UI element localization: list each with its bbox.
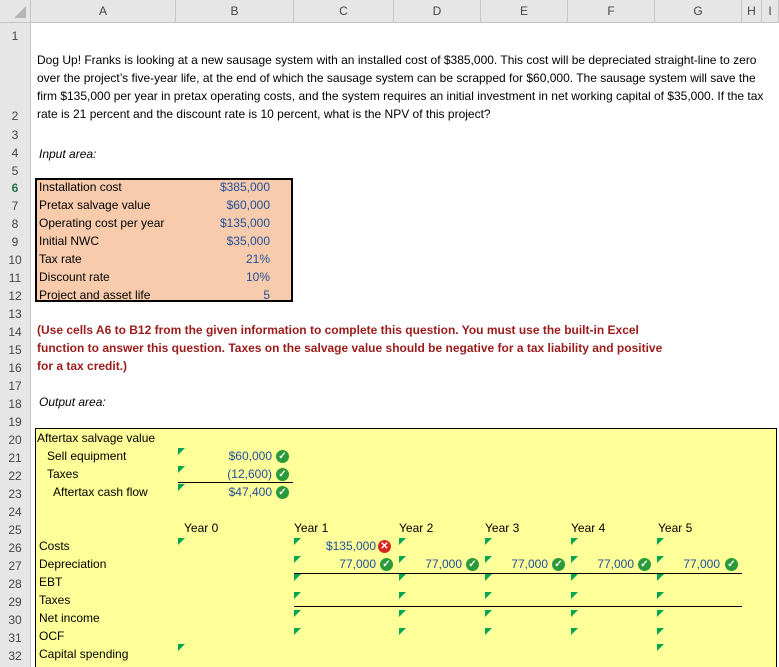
problem-line: over the project’s five-year life, at the end of which the sausage system can be scrapped for $60,000. The sausage system will save the [37, 71, 756, 85]
comment-flag-icon[interactable] [485, 574, 492, 581]
row-header[interactable]: 23 [8, 487, 22, 501]
column-header-b[interactable]: B [176, 0, 294, 22]
check-circle-icon: ✓ [276, 450, 289, 463]
year-header-1[interactable]: Year 1 [294, 521, 329, 535]
comment-flag-icon[interactable] [657, 538, 664, 545]
row-header[interactable]: 11 [8, 271, 22, 285]
select-all-corner[interactable] [0, 0, 31, 22]
input-value-operating-cost[interactable]: $135,000 [219, 216, 270, 230]
problem-line: Dog Up! Franks is looking at a new sausage system with an installed cost of $385,000. This cost will be depreciated straight-line to zero [37, 53, 757, 67]
check-circle-icon: ✓ [725, 558, 738, 571]
year-header-4[interactable]: Year 4 [571, 521, 606, 535]
comment-flag-icon[interactable] [399, 610, 406, 617]
comment-flag-icon[interactable] [294, 592, 301, 599]
aftertax-cash-flow-label[interactable]: Aftertax cash flow [53, 485, 148, 499]
depreciation-year-2[interactable]: 77,000 [425, 557, 462, 571]
check-circle-icon: ✓ [276, 468, 289, 481]
row-header[interactable]: 25 [8, 523, 22, 537]
comment-flag-icon[interactable] [399, 592, 406, 599]
costs-year-1-value[interactable]: $135,000 [325, 539, 376, 553]
aftertax-salvage-title[interactable]: Aftertax salvage value [37, 431, 156, 445]
column-header-h[interactable]: H [742, 0, 762, 22]
comment-flag-icon[interactable] [657, 644, 664, 651]
check-circle-icon: ✓ [552, 558, 565, 571]
row-header[interactable]: 2 [11, 109, 19, 123]
comment-flag-icon[interactable] [571, 538, 578, 545]
row-header[interactable]: 26 [8, 541, 22, 555]
row-header[interactable]: 5 [11, 164, 19, 178]
input-label-tax-rate[interactable]: Tax rate [39, 252, 82, 266]
column-header-d[interactable]: D [394, 0, 481, 22]
check-circle-icon: ✓ [638, 558, 651, 571]
input-label-installation-cost[interactable]: Installation cost [39, 180, 122, 194]
subtotal-underline [178, 482, 293, 483]
row-header[interactable]: 9 [11, 235, 19, 249]
x-circle-icon: ✕ [378, 540, 391, 553]
column-header-c[interactable]: C [294, 0, 394, 22]
instruction-line[interactable]: (Use cells A6 to B12 from the given information to complete this question. You must use the built-in Excel [37, 323, 639, 337]
input-value-initial-nwc[interactable]: $35,000 [226, 234, 270, 248]
row-header[interactable]: 22 [8, 469, 22, 483]
comment-flag-icon[interactable] [657, 574, 664, 581]
comment-flag-icon[interactable] [657, 610, 664, 617]
row-header[interactable]: 17 [8, 379, 22, 393]
depreciation-year-5[interactable]: 77,000 [683, 557, 720, 571]
comment-flag-icon[interactable] [657, 592, 664, 599]
instruction-line[interactable]: function to answer this question. Taxes on the salvage value should be negative for a tax liability and positive [37, 341, 663, 355]
comment-flag-icon[interactable] [485, 556, 492, 563]
line-item-ocf[interactable]: OCF [39, 629, 65, 643]
row-header[interactable]: 3 [11, 128, 19, 142]
row-header[interactable]: 21 [8, 451, 22, 465]
ebt-underline [294, 573, 742, 574]
net-income-underline [294, 606, 742, 607]
comment-flag-icon[interactable] [571, 592, 578, 599]
input-value-tax-rate[interactable]: 21% [245, 252, 270, 266]
depreciation-year-3[interactable]: 77,000 [511, 557, 548, 571]
row-header[interactable]: 12 [8, 289, 22, 303]
input-label-project-life[interactable]: Project and asset life [39, 288, 151, 302]
input-value-salvage-value[interactable]: $60,000 [226, 198, 270, 212]
column-header-e[interactable]: E [481, 0, 568, 22]
comment-flag-icon[interactable] [294, 574, 301, 581]
check-circle-icon: ✓ [466, 558, 479, 571]
row-header[interactable]: 28 [8, 577, 22, 591]
comment-flag-icon[interactable] [399, 538, 406, 545]
row-header[interactable]: 31 [8, 631, 22, 645]
row-header[interactable]: 16 [8, 361, 22, 375]
year-header-0[interactable]: Year 0 [184, 521, 219, 535]
input-value-installation-cost[interactable]: $385,000 [219, 180, 270, 194]
comment-flag-icon[interactable] [178, 448, 185, 455]
year-header-3[interactable]: Year 3 [485, 521, 520, 535]
taxes-value[interactable]: (12,600) [227, 467, 272, 481]
row-header[interactable]: 4 [11, 146, 19, 160]
row-header[interactable]: 19 [8, 415, 22, 429]
input-label-initial-nwc[interactable]: Initial NWC [39, 234, 100, 248]
row-header[interactable]: 15 [8, 343, 22, 357]
row-header[interactable]: 14 [8, 325, 22, 339]
check-circle-icon: ✓ [276, 486, 289, 499]
year-header-2[interactable]: Year 2 [399, 521, 434, 535]
input-label-salvage-value[interactable]: Pretax salvage value [39, 198, 151, 212]
input-value-project-life[interactable]: 5 [263, 288, 270, 302]
comment-flag-icon[interactable] [485, 610, 492, 617]
comment-flag-icon[interactable] [571, 628, 578, 635]
comment-flag-icon[interactable] [485, 628, 492, 635]
row-header[interactable]: 29 [8, 595, 22, 609]
aftertax-cash-flow-value[interactable]: $47,400 [228, 485, 272, 499]
comment-flag-icon[interactable] [294, 628, 301, 635]
sell-equipment-value[interactable]: $60,000 [228, 449, 272, 463]
row-header[interactable]: 7 [11, 199, 19, 213]
row-header[interactable]: 8 [11, 217, 19, 231]
comment-flag-icon[interactable] [571, 574, 578, 581]
input-label-discount-rate[interactable]: Discount rate [39, 270, 110, 284]
check-circle-icon: ✓ [380, 558, 393, 571]
column-header-bar [0, 0, 779, 23]
select-all-triangle-icon [14, 6, 26, 18]
input-area-label[interactable]: Input area: [39, 147, 97, 161]
line-item-capital-spending[interactable]: Capital spending [39, 647, 129, 661]
column-header-g[interactable]: G [655, 0, 742, 22]
line-item-depreciation[interactable]: Depreciation [39, 557, 107, 571]
comment-flag-icon[interactable] [178, 466, 185, 473]
comment-flag-icon[interactable] [399, 574, 406, 581]
column-header-a[interactable]: A [31, 0, 176, 22]
row-header-selected[interactable]: 6 [11, 181, 19, 195]
comment-flag-icon[interactable] [571, 610, 578, 617]
depreciation-year-4[interactable]: 77,000 [597, 557, 634, 571]
comment-flag-icon[interactable] [294, 538, 301, 545]
line-item-costs[interactable]: Costs [39, 539, 70, 553]
sell-equipment-label[interactable]: Sell equipment [47, 449, 127, 463]
comment-flag-icon[interactable] [485, 538, 492, 545]
output-area-box [35, 428, 777, 667]
comment-flag-icon[interactable] [571, 556, 578, 563]
depreciation-year-1[interactable]: 77,000 [339, 557, 376, 571]
column-header-i[interactable]: I [762, 0, 779, 22]
comment-flag-icon[interactable] [399, 556, 406, 563]
comment-flag-icon[interactable] [178, 644, 185, 651]
problem-line: firm $135,000 per year in pretax operating costs, and the system requires an initial investment in net working capital of $35,000. If the tax [37, 89, 764, 103]
comment-flag-icon[interactable] [294, 556, 301, 563]
comment-flag-icon[interactable] [178, 538, 185, 545]
input-value-discount-rate[interactable]: 10% [245, 270, 270, 284]
row-header[interactable]: 18 [8, 397, 22, 411]
comment-flag-icon[interactable] [657, 628, 664, 635]
comment-flag-icon[interactable] [485, 592, 492, 599]
instruction-line[interactable]: for a tax credit.) [37, 359, 128, 373]
year-header-5[interactable]: Year 5 [658, 521, 693, 535]
row-header[interactable]: 13 [8, 307, 22, 321]
problem-statement[interactable] [37, 51, 777, 123]
row-header[interactable]: 24 [8, 505, 22, 519]
row-header[interactable]: 27 [8, 559, 22, 573]
problem-line: rate is 21 percent and the discount rate is 10 percent, what is the NPV of this project? [37, 107, 491, 121]
output-area-label[interactable]: Output area: [39, 395, 106, 409]
comment-flag-icon[interactable] [399, 628, 406, 635]
row-header[interactable]: 1 [11, 29, 19, 43]
comment-flag-icon[interactable] [294, 610, 301, 617]
input-label-operating-cost[interactable]: Operating cost per year [39, 216, 165, 230]
row-header[interactable]: 20 [8, 433, 22, 447]
row-header[interactable]: 32 [8, 649, 22, 663]
line-item-ebt[interactable]: EBT [39, 575, 63, 589]
line-item-net-income[interactable]: Net income [39, 611, 100, 625]
row-header[interactable]: 10 [8, 253, 22, 267]
line-item-taxes[interactable]: Taxes [39, 593, 71, 607]
comment-flag-icon[interactable] [178, 484, 185, 491]
row-header[interactable]: 30 [8, 613, 22, 627]
comment-flag-icon[interactable] [657, 556, 664, 563]
column-header-f[interactable]: F [568, 0, 655, 22]
taxes-label[interactable]: Taxes [47, 467, 79, 481]
